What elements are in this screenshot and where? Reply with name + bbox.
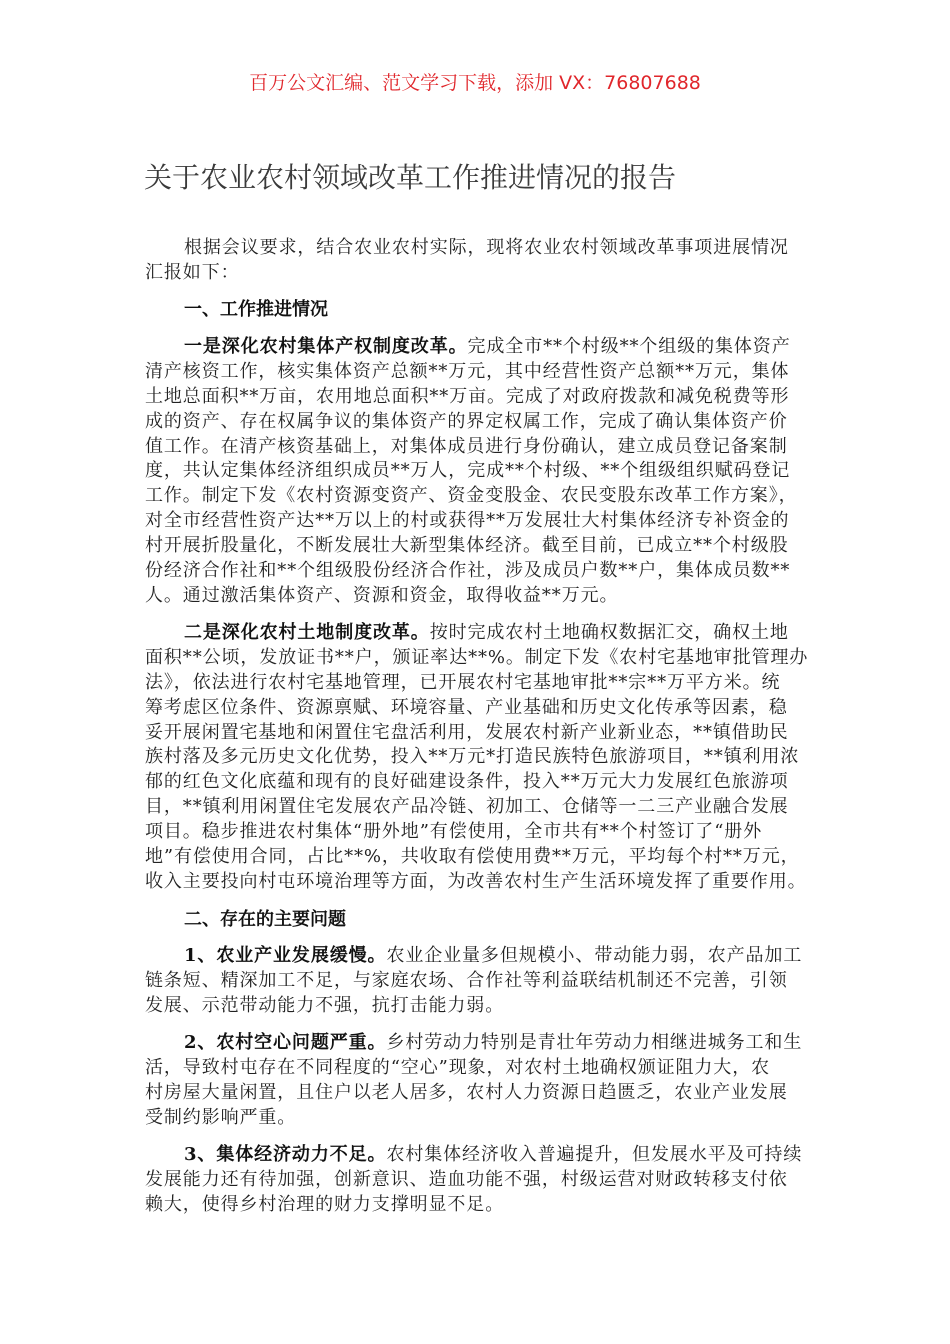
text-line: 村房屋大量闲置，且住户以老人居多，农村人力资源日趋匮乏，农业产业发展 — [145, 1081, 788, 1103]
text-line: 受制约影响严重。 — [145, 1106, 297, 1128]
watermark-banner: 百万公文汇编、范文学习下载，添加 VX：76807688 — [249, 72, 701, 94]
text-line — [145, 1031, 807, 1056]
text-line: 郁的红色文化底蕴和现有的良好础建设条件，投入**万元大力发展红色旅游项 — [145, 771, 789, 793]
text-line: 清产核资工作，核实集体资产总额**万元，其中经营性资产总额**万元，集体 — [145, 360, 790, 382]
intro-paragraph — [145, 236, 807, 286]
text-line: 链条短、精深加工不足，与家庭农场、合作社等利益联结机制还不完善，引领 — [145, 969, 788, 991]
text-line: 族村落及多元历史文化优势，投入**万元*打造民族特色旅游项目，**镇利用浓 — [145, 746, 800, 768]
paragraph-lead: 3、集体经济动力不足。 — [184, 1144, 387, 1165]
text-line: 法》，依法进行农村宅基地管理，已开展农村宅基地审批**宗**万平方米。统 — [145, 671, 781, 693]
text-line — [145, 944, 807, 969]
paragraph-collective-property — [145, 335, 807, 609]
paragraph-lead: 1、农业产业发展缓慢。 — [184, 945, 387, 966]
paragraph-text: 农村集体经济收入普遍提升，但发展水平及可持续 — [386, 1144, 803, 1165]
paragraph-text: 按时完成农村土地确权数据汇交，确权土地 — [429, 622, 789, 643]
document-title: 关于农业农村领域改革工作推进情况的报告 — [144, 161, 677, 194]
text-line: 目，**镇利用闲置住宅发展农产品冷链、初加工、仓储等一二三产业融合发展 — [145, 796, 789, 818]
text-line: 根据会议要求，结合农业农村实际，现将农业农村领域改革事项进展情况 — [184, 237, 789, 258]
paragraph-text: 农业企业量多但规模小、带动能力弱，农产品加工 — [386, 945, 803, 966]
text-line: 收入主要投向村屯环境治理等方面，为改善农村生产生活环境发挥了重要作用。 — [145, 870, 807, 892]
text-line: 项目。稳步推进农村集体“册外地”有偿使用，全市共有**个村签订了“册外 — [145, 821, 763, 843]
text-line: 村开展折股量化，不断发展壮大新型集体经济。截至目前，已成立**个村级股 — [145, 535, 789, 557]
text-line: 地”有偿使用合同，占比**%，共收取有偿使用费**万元，平均每个村**万元， — [145, 846, 800, 868]
text-line: 度，共认定集体经济组织成员**万人，完成**个村级、**个组级组织赋码登记 — [145, 460, 791, 482]
text-line: 活，导致村屯存在不同程度的“空心”现象，对农村土地确权颁证阻力大，农 — [145, 1056, 771, 1078]
paragraph-text: 完成全市**个村级**个组级的集体资产 — [467, 336, 791, 357]
text-line: 面积**公顷，发放证书**户，颁证率达**%。制定下发《农村宅基地审批管理办 — [145, 646, 809, 668]
text-line: 赖大，使得乡村治理的财力支撑明显不足。 — [145, 1193, 505, 1215]
text-line: 份经济合作社和**个组级股份经济合作社，涉及成员户数**户，集体成员数** — [145, 560, 791, 582]
paragraph-problem-2 — [145, 1031, 807, 1131]
text-line: 妥开展闲置宅基地和闲置住宅盘活利用，发展农村新产业新业态，**镇借助民 — [145, 721, 789, 743]
paragraph-lead: 二是深化农村土地制度改革。 — [184, 622, 430, 643]
text-line: 值工作。在清产核资基础上，对集体成员进行身份确认，建立成员登记备案制 — [145, 435, 788, 457]
text-line — [145, 1143, 807, 1168]
text-line: 汇报如下： — [145, 261, 240, 283]
paragraph-problem-1 — [145, 944, 807, 1019]
text-line: 工作。制定下发《农村资源变资产、资金变股金、农民变股东改革工作方案》， — [145, 485, 798, 507]
paragraph-text: 乡村劳动力特别是青壮年劳动力相继进城务工和生 — [386, 1032, 803, 1053]
paragraph-problem-3 — [145, 1143, 807, 1218]
text-line: 发展、示范带动能力不强，抗打击能力弱。 — [145, 994, 505, 1016]
text-line: 土地总面积**万亩，农用地总面积**万亩。完成了对政府拨款和减免税费等形 — [145, 385, 790, 407]
text-line: 人。通过激活集体资产、资源和资金，取得收益**万元。 — [145, 584, 619, 606]
paragraph-land-system — [145, 621, 807, 895]
paragraph-lead: 2、农村空心问题严重。 — [184, 1032, 387, 1053]
text-line — [145, 335, 807, 360]
text-line — [145, 621, 807, 646]
text-line: 对全市经营性资产达**万以上的村或获得**万发展壮大村集体经济专补资金的 — [145, 510, 790, 532]
section-heading-2: 二、存在的主要问题 — [184, 909, 346, 930]
text-line: 筹考虑区位条件、资源禀赋、环境容量、产业基础和历史文化传承等因素，稳 — [145, 696, 788, 718]
text-line: 发展能力还有待加强，创新意识、造血功能不强，村级运营对财政转移支付依 — [145, 1168, 788, 1190]
paragraph-lead: 一是深化农村集体产权制度改革。 — [184, 336, 468, 357]
section-heading-1: 一、工作推进情况 — [184, 299, 328, 320]
text-line: 成的资产、存在权属争议的集体资产的界定权属工作，完成了确认集体资产价 — [145, 410, 788, 432]
